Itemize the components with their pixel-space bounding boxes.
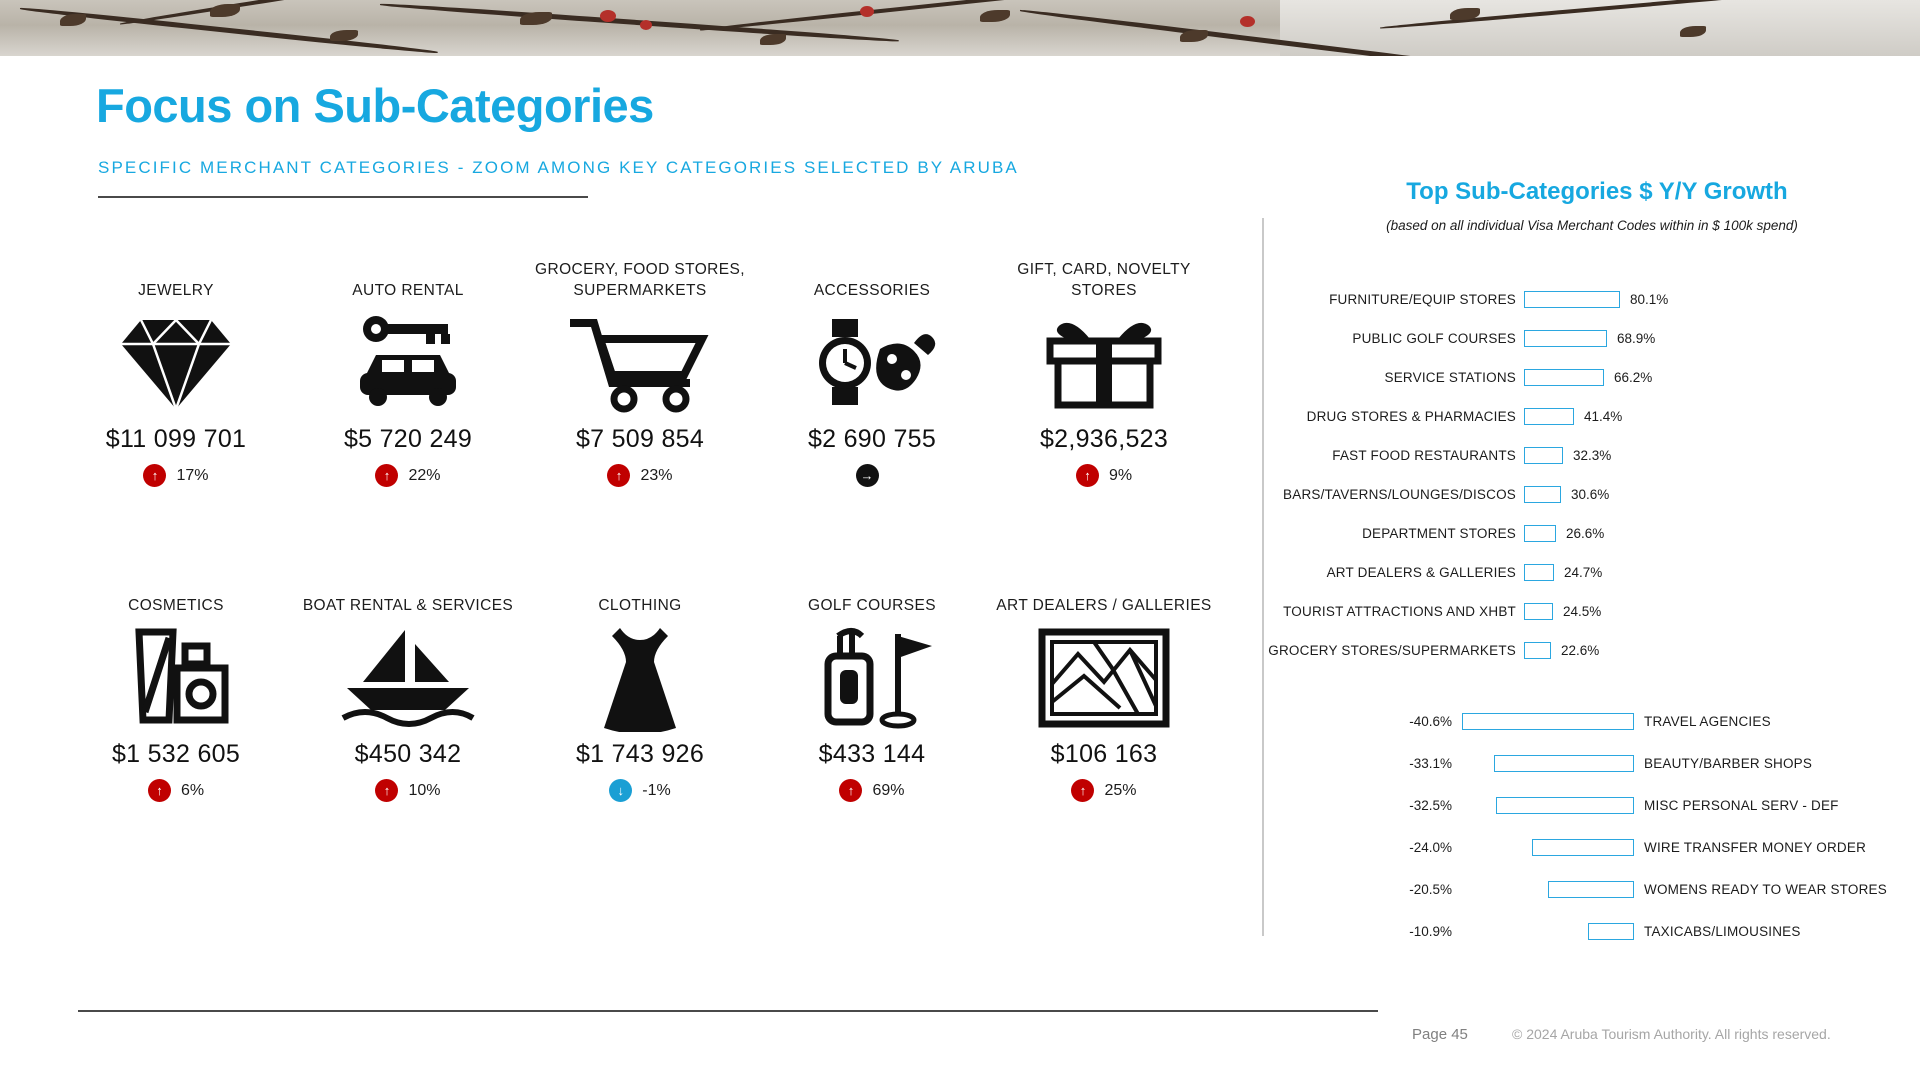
cosmetics-icon: [60, 625, 292, 730]
category-delta: [756, 779, 988, 802]
chart-row: [1262, 826, 1910, 868]
category-label: BOAT RENTAL & SERVICES: [302, 597, 514, 615]
category-delta-value: 23%: [640, 466, 673, 484]
page-subtitle: SPECIFIC MERCHANT CATEGORIES - ZOOM AMONG KEY CATEGORIES SELECTED BY ARUBA: [98, 158, 1019, 177]
category-value: $2 690 755: [807, 425, 937, 453]
category-grid: [60, 250, 1260, 802]
category-card-grocery[interactable]: [524, 250, 756, 487]
golf-bag-icon: [756, 625, 988, 730]
category-delta: [524, 464, 756, 487]
category-delta-value: 25%: [1104, 781, 1137, 799]
category-label: AUTO RENTAL: [352, 282, 464, 300]
chart-value-label: 30.6%: [1571, 487, 1610, 502]
chart-row: [1262, 868, 1910, 910]
header-photo-banner: [0, 0, 1920, 56]
category-delta: [756, 464, 988, 487]
sailboat-icon: [292, 625, 524, 730]
chart-value-label: -10.9%: [1409, 923, 1452, 939]
chart-value-label: -32.5%: [1409, 797, 1452, 813]
category-card-accessories[interactable]: [756, 250, 988, 487]
chart-category-label: TOURIST ATTRACTIONS AND XHBT: [1283, 604, 1516, 619]
chart-bar: [1496, 797, 1634, 814]
panel-title: Top Sub-Categories $ Y/Y Growth: [1406, 178, 1788, 205]
chart-value-label: 80.1%: [1630, 292, 1669, 307]
chart-value-label: 32.3%: [1573, 448, 1612, 463]
category-label: CLOTHING: [598, 597, 682, 615]
category-value: $450 342: [354, 740, 462, 768]
arrow-up-icon: ↑: [143, 464, 166, 487]
category-value: $11 099 701: [105, 425, 247, 453]
chart-category-label: ART DEALERS & GALLERIES: [1326, 565, 1516, 580]
category-delta-value: -1%: [642, 781, 671, 799]
chart-bar: [1548, 881, 1634, 898]
arrow-up-icon: ↑: [839, 779, 862, 802]
arrow-up-icon: ↑: [1076, 464, 1099, 487]
chart-row: [1262, 514, 1910, 553]
chart-value-label: -24.0%: [1409, 839, 1452, 855]
chart-value-label: -20.5%: [1409, 881, 1452, 897]
chart-bar: [1494, 755, 1634, 772]
dress-icon: [524, 625, 756, 730]
chart-category-label: WOMENS READY TO WEAR STORES: [1644, 881, 1887, 897]
category-delta-value: 6%: [180, 781, 205, 799]
chart-row: [1262, 742, 1910, 784]
chart-bar: [1524, 564, 1554, 581]
panel-subtitle: (based on all individual Visa Merchant Codes within in $ 100k spend): [1386, 218, 1798, 233]
chart-category-label: SERVICE STATIONS: [1384, 370, 1516, 385]
diamond-icon: [60, 310, 292, 415]
chart-row: [1262, 280, 1910, 319]
category-delta: [60, 464, 292, 487]
chart-value-label: -40.6%: [1409, 713, 1452, 729]
chart-row: [1262, 592, 1910, 631]
category-delta-value: 9%: [1108, 466, 1133, 484]
category-value: $5 720 249: [343, 425, 473, 453]
chart-value-label: 68.9%: [1617, 331, 1656, 346]
category-delta: [60, 779, 292, 802]
category-delta: [292, 464, 524, 487]
chart-bar: [1462, 713, 1634, 730]
chart-bar: [1524, 330, 1607, 347]
chart-category-label: MISC PERSONAL SERV - DEF: [1644, 797, 1839, 813]
category-label: GIFT, CARD, NOVELTY STORES: [1017, 261, 1191, 300]
gift-box-icon: [988, 310, 1220, 415]
chart-row: [1262, 436, 1910, 475]
chart-row: [1262, 358, 1910, 397]
category-card-auto-rental[interactable]: [292, 250, 524, 487]
chart-category-label: FAST FOOD RESTAURANTS: [1332, 448, 1516, 463]
chart-bar: [1524, 291, 1620, 308]
negative-growth-chart: [1262, 700, 1910, 952]
category-card-cosmetics[interactable]: [60, 565, 292, 802]
chart-bar: [1524, 447, 1563, 464]
category-label: GROCERY, FOOD STORES, SUPERMARKETS: [535, 261, 745, 300]
arrow-up-icon: ↑: [375, 779, 398, 802]
chart-category-label: BEAUTY/BARBER SHOPS: [1644, 755, 1813, 771]
category-value: $1 532 605: [111, 740, 241, 768]
chart-row: [1262, 631, 1910, 670]
category-delta: [524, 779, 756, 802]
category-value: $433 144: [818, 740, 926, 768]
chart-category-label: WIRE TRANSFER MONEY ORDER: [1644, 839, 1867, 855]
footer-divider: [78, 1010, 1378, 1012]
category-row-1: [60, 250, 1260, 487]
chart-category-label: PUBLIC GOLF COURSES: [1352, 331, 1516, 346]
category-delta: [988, 779, 1220, 802]
category-delta-value: 69%: [872, 781, 905, 799]
category-delta-value: 17%: [176, 466, 209, 484]
chart-value-label: 26.6%: [1566, 526, 1605, 541]
category-delta: [292, 779, 524, 802]
category-label: ART DEALERS / GALLERIES: [996, 597, 1212, 615]
category-label: COSMETICS: [128, 597, 224, 615]
category-card-gift[interactable]: [988, 250, 1220, 487]
chart-bar: [1588, 923, 1634, 940]
chart-value-label: -33.1%: [1409, 755, 1452, 771]
category-delta: [988, 464, 1220, 487]
category-label: JEWELRY: [138, 282, 214, 300]
chart-value-label: 24.7%: [1564, 565, 1603, 580]
chart-value-label: 66.2%: [1614, 370, 1653, 385]
chart-row: [1262, 700, 1910, 742]
category-card-boat-rental[interactable]: [292, 565, 524, 802]
chart-bar: [1524, 486, 1561, 503]
arrow-up-icon: ↑: [607, 464, 630, 487]
category-label: GOLF COURSES: [808, 597, 936, 615]
chart-bar: [1524, 408, 1574, 425]
chart-bar: [1524, 525, 1556, 542]
arrow-up-icon: ↑: [375, 464, 398, 487]
chart-row: [1262, 397, 1910, 436]
chart-row: [1262, 475, 1910, 514]
chart-bar: [1524, 603, 1553, 620]
chart-category-label: TAXICABS/LIMOUSINES: [1644, 923, 1801, 939]
copyright-text: © 2024 Aruba Tourism Authority. All rights reserved.: [1512, 1026, 1831, 1042]
framed-art-icon: [988, 625, 1220, 730]
category-label: ACCESSORIES: [813, 282, 931, 300]
category-card-clothing[interactable]: [524, 565, 756, 802]
shopping-cart-icon: [524, 310, 756, 415]
category-row-2: [60, 565, 1260, 802]
arrow-right-icon: →: [856, 464, 879, 487]
chart-row: [1262, 910, 1910, 952]
chart-category-label: TRAVEL AGENCIES: [1644, 713, 1771, 729]
chart-value-label: 24.5%: [1563, 604, 1602, 619]
category-value: $1 743 926: [575, 740, 705, 768]
chart-row: [1262, 553, 1910, 592]
chart-value-label: 22.6%: [1561, 643, 1600, 658]
chart-bar: [1524, 369, 1604, 386]
arrow-down-icon: ↓: [609, 779, 632, 802]
category-card-art-dealers[interactable]: [988, 565, 1220, 802]
chart-row: [1262, 319, 1910, 358]
title-divider: [98, 196, 588, 198]
category-delta-value: 22%: [408, 466, 441, 484]
car-key-icon: [292, 310, 524, 415]
category-value: $106 163: [1050, 740, 1158, 768]
chart-category-label: FURNITURE/EQUIP STORES: [1329, 292, 1516, 307]
chart-row: [1262, 784, 1910, 826]
chart-category-label: GROCERY STORES/SUPERMARKETS: [1268, 643, 1516, 658]
category-delta-value: 10%: [408, 781, 441, 799]
chart-value-label: 41.4%: [1584, 409, 1623, 424]
chart-category-label: DEPARTMENT STORES: [1362, 526, 1516, 541]
category-value: $2,936,523: [1039, 425, 1169, 453]
arrow-up-icon: ↑: [1071, 779, 1094, 802]
positive-growth-chart: [1262, 280, 1910, 670]
category-value: $7 509 854: [575, 425, 705, 453]
watch-icon: [756, 310, 988, 415]
page-number: Page 45: [1412, 1026, 1468, 1043]
chart-bar: [1524, 642, 1551, 659]
page-title: Focus on Sub-Categories: [96, 79, 654, 132]
chart-category-label: BARS/TAVERNS/LOUNGES/DISCOS: [1283, 487, 1516, 502]
chart-category-label: DRUG STORES & PHARMACIES: [1306, 409, 1516, 424]
category-card-jewelry[interactable]: [60, 250, 292, 487]
category-card-golf[interactable]: [756, 565, 988, 802]
arrow-up-icon: ↑: [148, 779, 171, 802]
chart-bar: [1532, 839, 1634, 856]
